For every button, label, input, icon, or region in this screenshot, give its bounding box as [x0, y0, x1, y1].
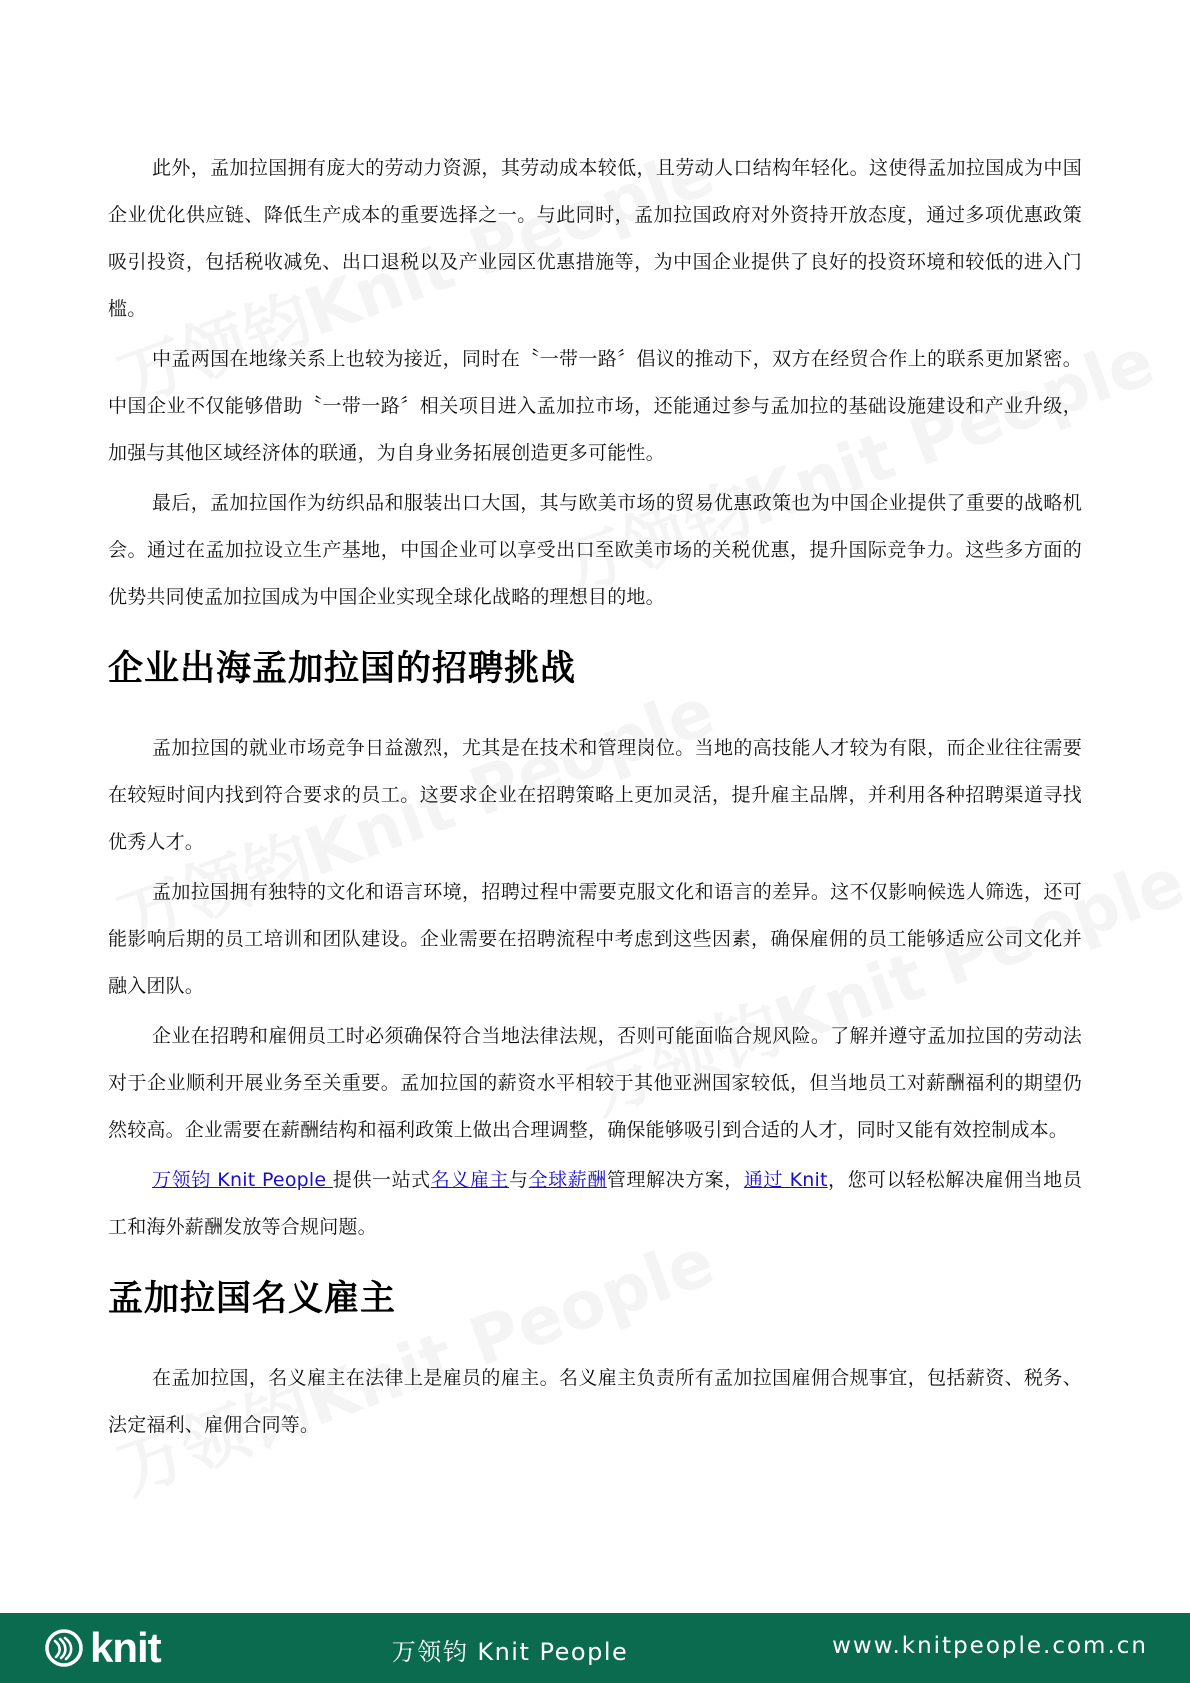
link-employer-of-record[interactable]: 名义雇主 — [430, 1169, 510, 1191]
footer-website-link[interactable]: www.knitpeople.com.cn — [832, 1633, 1148, 1659]
paragraph-knit-solution — [108, 1157, 1082, 1251]
footer-brand-name: 万领钧 Knit People — [391, 1638, 629, 1666]
paragraph-geographic-relations: 中孟两国在地缘关系上也较为接近，同时在〝一带一路〞倡议的推动下，双方在经贸合作上的联系更加紧密。中国企业不仅能够借助〝一带一路〞相关项目进入孟加拉市场，还能通过参与孟加拉的基础设施建设和产业升级，加强与其他区域经济体的联通，为自身业务拓展创造更多可能性。 — [108, 348, 1082, 464]
paragraph-strategic-opportunity: 最后，孟加拉国作为纺织品和服装出口大国，其与欧美市场的贸易优惠政策也为中国企业提供了重要的战略机会。通过在孟加拉设立生产基地，中国企业可以享受出口至欧美市场的关税优惠，提升国际竞争力。这些多方面的优势共同使孟加拉国成为中国企业实现全球化战略的理想目的地。 — [108, 492, 1082, 608]
page-footer — [0, 1613, 1190, 1683]
link-knit-people[interactable]: 万领钧 Knit People — [152, 1169, 333, 1191]
link-global-payroll[interactable]: 全球薪酬 — [528, 1169, 607, 1191]
paragraph-job-market: 孟加拉国的就业市场竞争日益激烈，尤其是在技术和管理岗位。当地的高技能人才较为有限，而企业往往需要在较短时间内找到符合要求的员工。这要求企业在招聘策略上更加灵活，提升雇主品牌，并利用各种招聘渠道寻找优秀人才。 — [108, 737, 1082, 853]
paragraph-legal-compliance: 企业在招聘和雇佣员工时必须确保符合当地法律法规，否则可能面临合规风险。了解并遵守孟加拉国的劳动法对于企业顺利开展业务至关重要。孟加拉国的薪资水平相较于其他亚洲国家较低，但当地员工对薪酬福利的期望仍然较高。企业需要在薪酬结构和福利政策上做出合理调整，确保能够吸引到合适的人才，同时又能有效控制成本。 — [108, 1025, 1082, 1141]
heading-employer-of-record: 孟加拉国名义雇主 — [108, 1279, 397, 1319]
paragraph-culture-language: 孟加拉国拥有独特的文化和语言环境，招聘过程中需要克服文化和语言的差异。这不仅影响候选人筛选，还可能影响后期的员工培训和团队建设。企业需要在招聘流程中考虑到这些因素，确保雇佣的员工能够适应公司文化并融入团队。 — [108, 881, 1082, 997]
text-segment: 提供一站式 — [332, 1169, 431, 1191]
text-segment: 与 — [509, 1169, 529, 1191]
text-segment: 管理解决方案， — [606, 1169, 744, 1191]
logo-text: knit — [90, 1624, 161, 1671]
text-segment: ，您可以轻松解决雇佣当地员工和海外薪酬发放等合规问题。 — [108, 1169, 1083, 1238]
paragraph-eor-definition: 在孟加拉国，名义雇主在法律上是雇员的雇主。名义雇主负责所有孟加拉国雇佣合规事宜，包括薪资、税务、法定福利、雇佣合同等。 — [108, 1367, 1082, 1436]
heading-recruitment-challenges: 企业出海孟加拉国的招聘挑战 — [108, 649, 577, 689]
paragraph-labor-advantages: 此外，孟加拉国拥有庞大的劳动力资源，其劳动成本较低，且劳动人口结构年轻化。这使得孟加拉国成为中国企业优化供应链、降低生产成本的重要选择之一。与此同时，孟加拉国政府对外资持开放态度，通过多项优惠政策吸引投资，包括税收减免、出口退税以及产业园区优惠措施等，为中国企业提供了良好的投资环境和较低的进入门槛。 — [108, 157, 1082, 320]
document-body — [108, 145, 1082, 1452]
link-via-knit[interactable]: 通过 Knit — [743, 1169, 828, 1191]
